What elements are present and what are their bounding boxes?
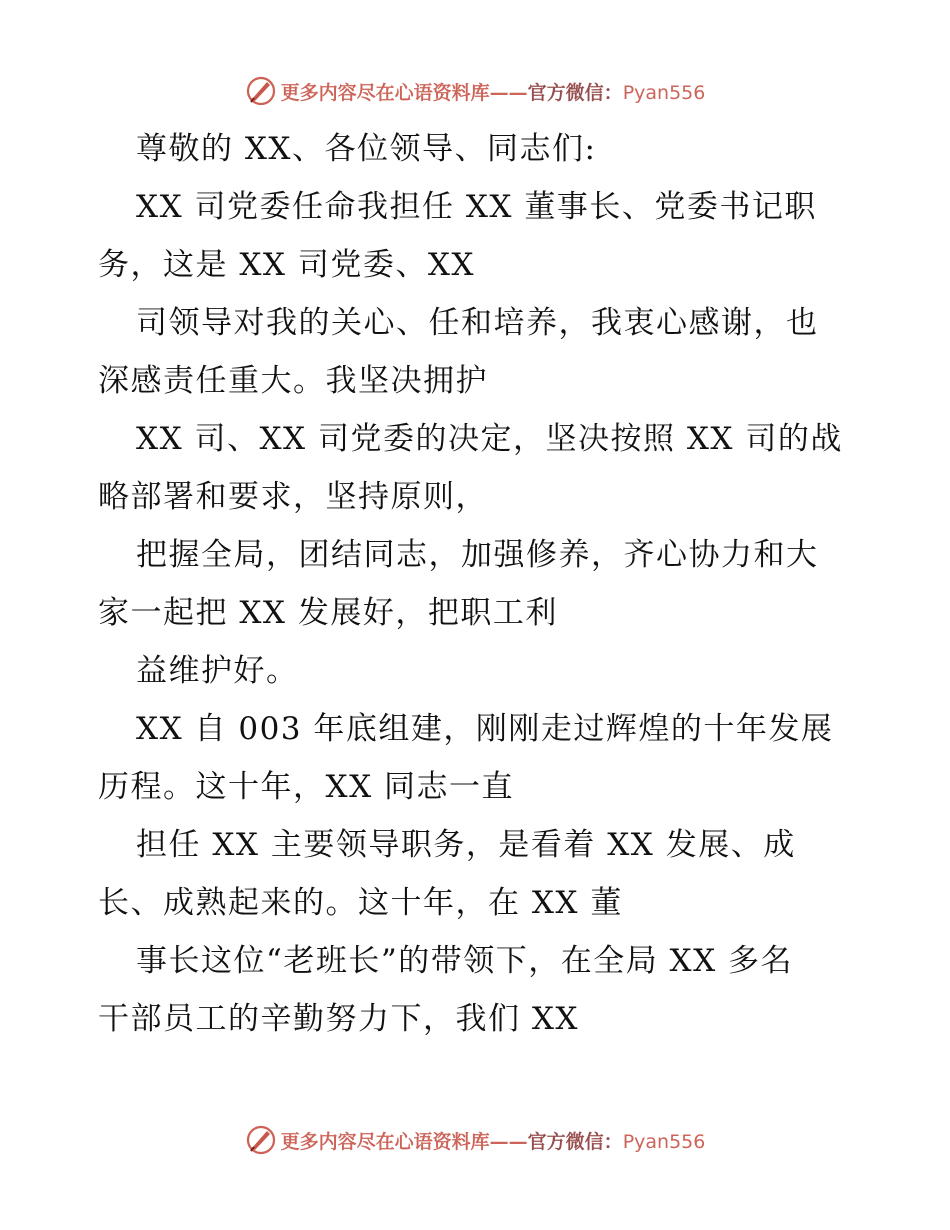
quill-pen-seal-icon	[245, 1124, 277, 1156]
body-line: 长、成熟起来的。这十年，在 XX 董	[98, 885, 623, 921]
watermark-dash: ——	[489, 1130, 528, 1153]
watermark-account: Pyan556	[622, 1130, 706, 1153]
body-line: 把握全局，团结同志，加强修养，齐心协力和大	[136, 537, 819, 573]
body-line: 尊敬的 XX、各位领导、同志们:	[136, 131, 597, 167]
body-line: XX 司党委任命我担任 XX 董事长、党委书记职	[136, 189, 817, 225]
body-line: 益维护好。	[136, 653, 299, 689]
watermark-official-label: 官方微信：	[527, 81, 623, 104]
watermark-prefix: 更多内容尽在心语资料库	[280, 1130, 490, 1153]
body-line: 司领导对我的关心、任和培养，我衷心感谢，也	[136, 305, 819, 341]
body-line: 略部署和要求，坚持原则，	[98, 479, 488, 515]
body-line: 历程。这十年，XX 同志一直	[98, 769, 514, 805]
body-line: 深感责任重大。我坚决拥护	[98, 363, 488, 399]
body-line: 务，这是 XX 司党委、XX	[98, 247, 475, 283]
quill-pen-seal-icon	[245, 75, 277, 107]
body-line: 事长这位“老班长”的带领下，在全局 XX 多名	[136, 943, 794, 979]
watermark-account: Pyan556	[622, 81, 706, 104]
watermark-text	[281, 1127, 706, 1154]
watermark-prefix: 更多内容尽在心语资料库	[280, 81, 490, 104]
body-line: 家一起把 XX 发展好，把职工利	[98, 595, 558, 631]
watermark-text	[281, 78, 706, 105]
body-line: XX 司、XX 司党委的决定，坚决按照 XX 司的战	[136, 421, 843, 457]
body-line: 担任 XX 主要领导职务，是看着 XX 发展、成	[136, 827, 796, 863]
body-line: 干部员工的辛勤努力下，我们 XX	[98, 1001, 579, 1037]
footer-watermark	[0, 1120, 950, 1160]
watermark-dash: ——	[489, 81, 528, 104]
body-line: XX 自 003 年底组建，刚刚走过辉煌的十年发展	[136, 711, 834, 747]
header-watermark	[0, 71, 950, 111]
document-body	[98, 120, 858, 1048]
watermark-official-label: 官方微信：	[527, 1130, 623, 1153]
